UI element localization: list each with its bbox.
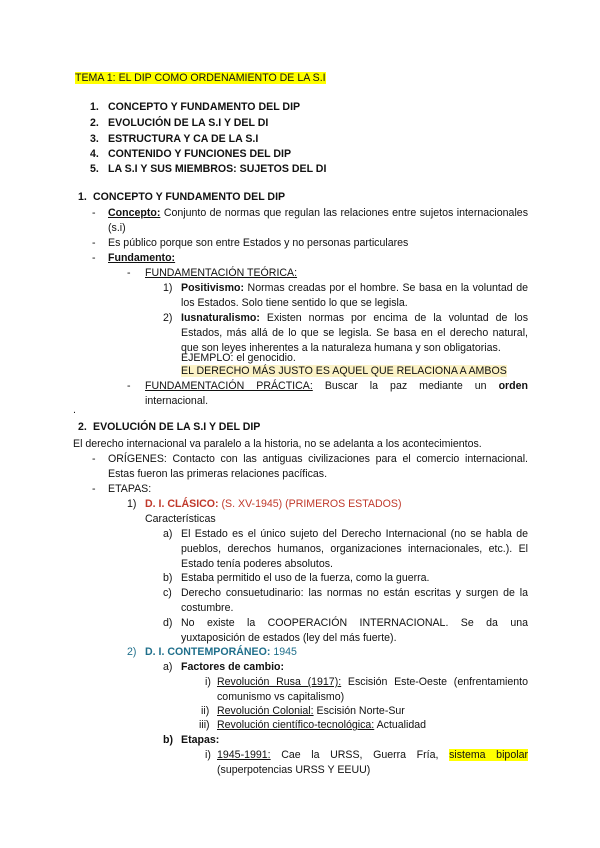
toc-item	[90, 132, 99, 147]
toc-num: 5.	[90, 163, 99, 175]
factor-text	[217, 704, 405, 719]
stray-dot: .	[73, 404, 76, 416]
bullet: -	[92, 483, 96, 495]
positivismo-paragraph	[181, 281, 528, 311]
list-number: 2)	[127, 646, 137, 658]
toc-item-text: EVOLUCIÓN DE LA S.I Y DEL DI	[108, 117, 269, 129]
toc-num: 2.	[90, 117, 99, 129]
contemp-year: 1945	[273, 646, 297, 658]
list-letter: b)	[163, 572, 173, 584]
list-letter: a)	[163, 661, 173, 673]
factor-desc: Escisión Este-Oeste (enfrentamiento comunismo vs capitalismo)	[217, 676, 528, 703]
factor-desc: Actualidad	[376, 719, 427, 731]
clasico-label: D. I. CLÁSICO:	[145, 498, 219, 510]
title-text: TEMA 1: EL DIP COMO ORDENAMIENTO DE LA S.I	[75, 72, 326, 84]
document-title	[75, 71, 326, 86]
bullet: -	[92, 252, 96, 264]
contemporaneo-heading	[145, 645, 297, 660]
factores-label: Factores de cambio:	[181, 661, 285, 673]
fundamento-label: Fundamento:	[108, 252, 176, 264]
caracteristicas-label: Características	[145, 513, 216, 525]
etapa-text	[217, 748, 528, 778]
bullet: -	[92, 207, 96, 219]
etapas-sub-label: Etapas:	[181, 734, 220, 746]
etapa-desc-2: (superpotencias URSS Y EEUU)	[217, 764, 371, 776]
toc-item-text: CONCEPTO Y FUNDAMENTO DEL DIP	[108, 101, 301, 113]
positivismo-text: Normas creadas por el hombre. Se basa en la voluntad de los Estados. Solo tiene sentido lo que se legisla.	[181, 282, 528, 309]
caracteristica-text: Derecho consuetudinario: las normas no están escritas y surgen de la costumbre.	[181, 587, 528, 614]
toc-item	[90, 147, 99, 162]
list-letter: c)	[163, 587, 172, 599]
ejemplo-text: EJEMPLO: el genocidio.	[181, 352, 296, 364]
clasico-rest: (S. XV-1945) (PRIMEROS ESTADOS)	[221, 498, 402, 510]
concepto-text: Conjunto de normas que regulan las relaciones entre sujetos internacionales (s.i)	[108, 207, 528, 234]
bullet: -	[127, 380, 131, 392]
list-number: 1)	[127, 498, 137, 510]
practica-label: FUNDAMENTACIÓN PRÁCTICA:	[145, 380, 313, 392]
origenes-text: ORÍGENES: Contacto con las antiguas civilizaciones para el comercio internacional. Estas fueron las primeras relaciones pacíficas.	[108, 453, 528, 480]
bullet: -	[92, 237, 96, 249]
iusnaturalismo-paragraph	[181, 311, 528, 356]
toc-num: 1.	[90, 101, 99, 113]
derecho-justo-text: EL DERECHO MÁS JUSTO ES AQUEL QUE RELACIONA A AMBOS	[181, 365, 507, 377]
clasico-heading	[145, 497, 401, 512]
roman-numeral: i)	[205, 676, 211, 688]
list-number: 2)	[163, 312, 173, 324]
toc-item	[90, 100, 99, 115]
toc-item	[90, 162, 99, 177]
contemp-label: D. I. CONTEMPORÁNEO:	[145, 646, 271, 658]
practica-post: internacional.	[145, 395, 209, 407]
factor-label: Revolución Colonial:	[217, 705, 314, 717]
bullet: -	[92, 453, 96, 465]
section-2-heading: EVOLUCIÓN DE LA S.I Y DEL DIP	[93, 421, 261, 433]
list-letter: a)	[163, 528, 173, 540]
concepto-paragraph	[108, 206, 528, 236]
list-letter: b)	[163, 734, 173, 746]
teorica-label: FUNDAMENTACIÓN TEÓRICA:	[145, 267, 298, 279]
toc-item-text: CONTENIDO Y FUNCIONES DEL DIP	[108, 148, 292, 160]
caracteristica-text: No existe la COOPERACIÓN INTERNACIONAL. Se da una yuxtaposición de estados (ley del más fuerte).	[181, 617, 528, 644]
factor-desc: Escisión Norte-Sur	[316, 705, 405, 717]
intro-text: El derecho internacional va paralelo a la historia, no se adelanta a los acontecimientos.	[73, 438, 482, 450]
section-1-number: 1.	[78, 191, 87, 203]
toc-item	[90, 116, 99, 131]
practica-bold: orden	[498, 380, 528, 392]
roman-numeral: iii)	[199, 719, 210, 731]
list-number: 1)	[163, 282, 173, 294]
section-1-heading: CONCEPTO Y FUNDAMENTO DEL DIP	[93, 191, 286, 203]
roman-numeral: i)	[205, 749, 211, 761]
practica-paragraph	[145, 379, 528, 409]
iusnat-text: Existen normas por encima de la voluntad de los Estados, más allá de lo que se legisla. Se basa en el derecho natural, que son leyes inherentes a la naturaleza humana y son obligatorias.	[181, 312, 528, 354]
derecho-justo-note	[181, 364, 507, 379]
practica-pre: Buscar la paz mediante un	[324, 380, 487, 392]
publico-text: Es público porque son entre Estados y no personas particulares	[108, 237, 409, 249]
factor-text	[217, 718, 426, 733]
section-2-number: 2.	[78, 421, 87, 433]
factor-label: Revolución Rusa (1917):	[217, 676, 342, 688]
toc-item-text: ESTRUCTURA Y CA DE LA S.I	[108, 133, 259, 145]
etapa-label: 1945-1991:	[217, 749, 271, 761]
caracteristica-text: Estaba permitido el uso de la fuerza, como la guerra.	[181, 572, 430, 584]
factor-label: Revolución científico-tecnológica:	[217, 719, 375, 731]
toc-item-text: LA S.I Y SUS MIEMBROS: SUJETOS DEL DI	[108, 163, 327, 175]
concepto-label: Concepto:	[108, 207, 161, 219]
positivismo-label: Positivismo:	[181, 282, 244, 294]
list-letter: d)	[163, 617, 173, 629]
factor-text	[217, 675, 528, 705]
etapa-desc: Cae la URSS, Guerra Fría,	[281, 749, 439, 761]
toc-num: 4.	[90, 148, 99, 160]
iusnat-label: Iusnaturalismo:	[181, 312, 260, 324]
toc-num: 3.	[90, 133, 99, 145]
etapas-label: ETAPAS:	[108, 483, 152, 495]
caracteristica-text: El Estado es el único sujeto del Derecho Internacional (no se habla de pueblos, derechos humanos, organizaciones internacionales, etc.). El Estado tenía poderes absolutos.	[181, 528, 528, 570]
etapa-highlight: sistema bipolar	[449, 749, 528, 761]
roman-numeral: ii)	[201, 705, 210, 717]
bullet: -	[127, 267, 131, 279]
